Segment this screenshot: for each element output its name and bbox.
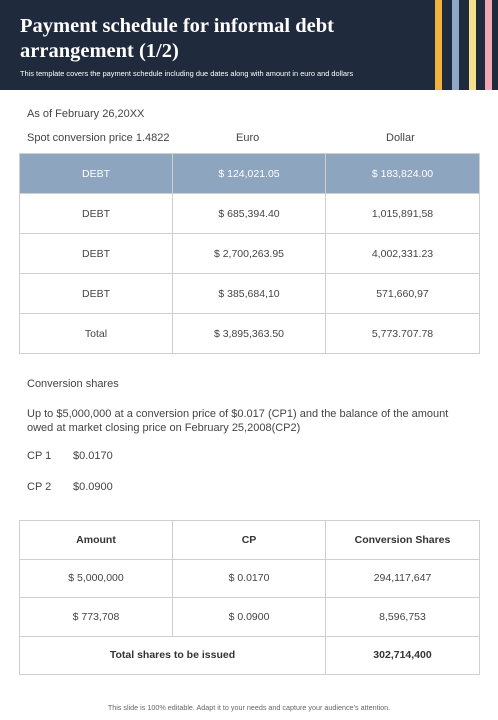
table-cell: $ 124,021.05 xyxy=(173,154,326,194)
table-cell: $ 2,700,263.95 xyxy=(173,234,326,274)
table-cell: $ 773,708 xyxy=(20,598,173,637)
shares-table xyxy=(19,520,480,675)
cp1-value: $0.0170 xyxy=(73,450,113,462)
decor-stripe-2 xyxy=(452,0,459,90)
dollar-column-header: Dollar xyxy=(386,132,415,144)
total-value-cell: 302,714,400 xyxy=(326,636,480,675)
total-label-cell: Total shares to be issued xyxy=(20,636,326,675)
table-cell: 294,117,647 xyxy=(326,559,480,598)
table-header-cell: Conversion Shares xyxy=(326,521,480,560)
table-cell: 571,660,97 xyxy=(326,274,480,314)
decor-stripe-1 xyxy=(435,0,442,90)
debt-table xyxy=(19,153,480,354)
table-cell: $ 685,394.40 xyxy=(173,194,326,234)
conversion-description: Up to $5,000,000 at a conversion price of $0.017 (CP1) and the balance of the amount owed at market closing price on February 25,2008(CP2) xyxy=(27,408,449,434)
spot-conversion-label: Spot conversion price 1.4822 xyxy=(27,132,170,144)
table-cell: $ 0.0170 xyxy=(173,559,326,598)
table-cell: DEBT xyxy=(20,234,173,274)
cp2-value: $0.0900 xyxy=(73,481,113,493)
table-cell: $ 0.0900 xyxy=(173,598,326,637)
table-row-total xyxy=(20,314,480,354)
table-row-total xyxy=(20,636,480,675)
table-cell: 4,002,331.23 xyxy=(326,234,480,274)
as-of-date: As of February 26,20XX xyxy=(27,108,145,120)
header-banner xyxy=(0,0,498,90)
table-cell: DEBT xyxy=(20,154,173,194)
table-cell: Total xyxy=(20,314,173,354)
decor-stripe-4 xyxy=(485,0,492,90)
table-cell: $ 385,684,10 xyxy=(173,274,326,314)
cp1-row xyxy=(27,450,113,462)
table-header-row xyxy=(20,521,480,560)
table-cell: $ 183,824.00 xyxy=(326,154,480,194)
table-cell: 8,596,753 xyxy=(326,598,480,637)
table-cell: DEBT xyxy=(20,274,173,314)
table-row xyxy=(20,234,480,274)
table-row xyxy=(20,598,480,637)
footer-note: This slide is 100% editable. Adapt it to your needs and capture your audience’s attention. xyxy=(107,703,391,712)
table-cell: DEBT xyxy=(20,194,173,234)
table-header-cell: Amount xyxy=(20,521,173,560)
cp2-label: CP 2 xyxy=(27,481,52,493)
cp1-label: CP 1 xyxy=(27,450,52,462)
table-row xyxy=(20,154,480,194)
page-title: Payment schedule for informal debt arrangement (1/2) xyxy=(20,15,334,62)
table-row xyxy=(20,274,480,314)
table-cell: 5,773.707.78 xyxy=(326,314,480,354)
page-subtitle: This template covers the payment schedule including due dates along with amount in euro and dollars xyxy=(20,69,354,78)
table-row xyxy=(20,194,480,234)
decor-stripe-3 xyxy=(469,0,476,90)
euro-column-header: Euro xyxy=(236,132,260,144)
conversion-shares-heading: Conversion shares xyxy=(27,378,119,390)
table-cell: $ 5,000,000 xyxy=(20,559,173,598)
table-cell: $ 3,895,363.50 xyxy=(173,314,326,354)
table-cell: 1,015,891,58 xyxy=(326,194,480,234)
table-header-cell: CP xyxy=(173,521,326,560)
table-row xyxy=(20,559,480,598)
cp2-row xyxy=(27,481,113,493)
